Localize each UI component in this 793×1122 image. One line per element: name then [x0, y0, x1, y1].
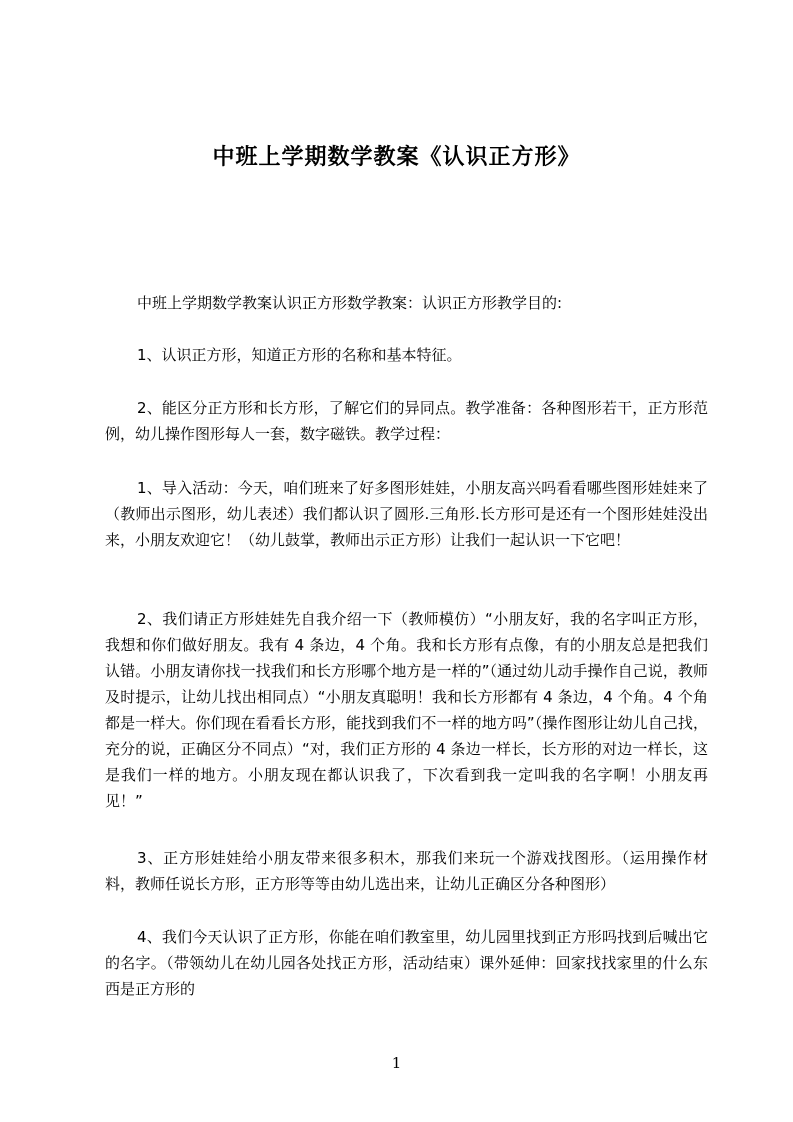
paragraph-goal-1: 1、认识正方形，知道正方形的名称和基本特征。	[137, 346, 462, 364]
paragraph-step-4: 4、我们今天认识了正方形，你能在咱们教室里，幼儿园里找到正方形吗找到后喊出它的名字。（带领幼儿在幼儿园各处找正方形，活动结束）课外延伸：回家找找家里的什么东西是正方形的	[105, 928, 708, 998]
document-title: 中班上学期数学教案《认识正方形》	[212, 145, 581, 170]
paragraph-step-1: 1、导入活动：今天，咱们班来了好多图形娃娃，小朋友高兴吗看看哪些图形娃娃来了（教师出示图形，幼儿表述）我们都认识了圆形.三角形.长方形可是还有一个图形娃娃没出来，小朋友欢迎它！（幼儿鼓掌，教师出示正方形）让我们一起认识一下它吧！	[105, 479, 708, 549]
page-number: 1	[391, 1054, 402, 1072]
paragraph-intro: 中班上学期数学教案认识正方形数学教案：认识正方形教学目的:	[137, 294, 563, 312]
paragraph-step-2: 2、我们请正方形娃娃先自我介绍一下（教师模仿）“小朋友好，我的名字叫正方形，我想和你们做好朋友。我有 4 条边，4 个角。我和长方形有点像，有的小朋友总是把我们认错。小朋友请你找一找我们和长方形哪个地方是一样的”（通过幼儿动手操作自己说，教师及时提示，让幼儿找出相同点）“小朋友真聪明！我和长方形都有 4 条边，4 个角。4 个角都是一样大。你们现在看看长方形，能找到我们不一样的地方吗”（操作图形让幼儿自己找，充分的说，正确区分不同点）“对，我们正方形的 4 条边一样长，长方形的对边一样长，这是我们一样的地方。小朋友现在都认识我了，下次看到我一定叫我的名字啊！小朋友再见！”	[105, 610, 708, 810]
paragraph-goal-2: 2、能区分正方形和长方形，了解它们的异同点。教学准备：各种图形若干，正方形范例，幼儿操作图形每人一套，数字磁铁。教学过程：	[105, 399, 708, 443]
paragraph-step-3: 3、正方形娃娃给小朋友带来很多积木，那我们来玩一个游戏找图形。（运用操作材料，教师任说长方形，正方形等等由幼儿选出来，让幼儿正确区分各种图形）	[105, 849, 708, 893]
